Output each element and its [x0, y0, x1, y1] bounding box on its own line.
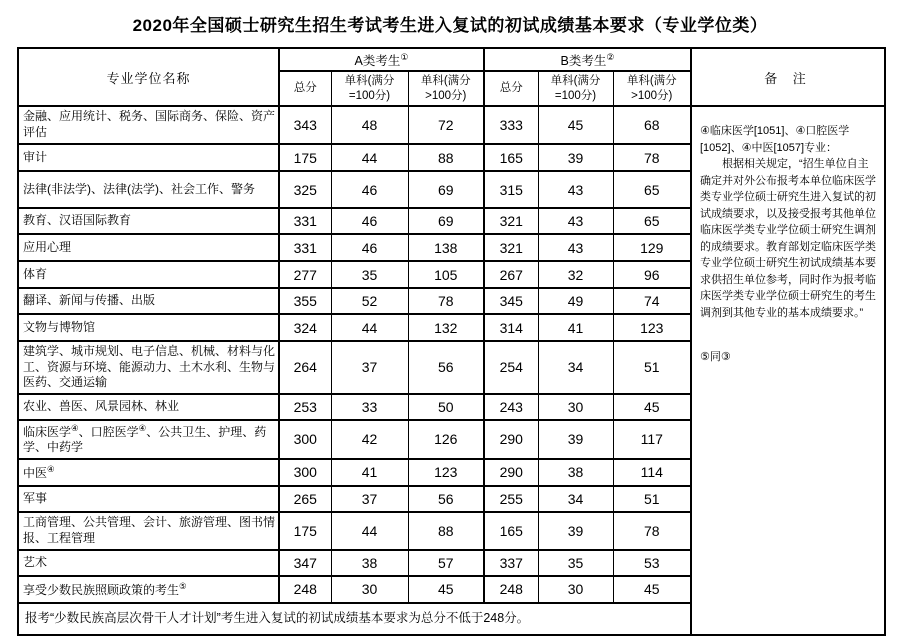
col-header-b-total: 总分 [484, 71, 538, 106]
cell-b-total: 165 [484, 512, 538, 550]
group-b-label: B类考生 [560, 53, 607, 68]
cell-b-single-eq100: 39 [538, 420, 613, 459]
col-header-b-single-eq100: 单科(满分=100分) [538, 71, 613, 106]
cell-b-total: 255 [484, 486, 538, 512]
remark-cell [691, 106, 885, 635]
cell-a-total: 325 [279, 171, 331, 208]
cell-a-total: 355 [279, 288, 331, 314]
cell-degree-name: 建筑学、城市规划、电子信息、机械、材料与化工、资源与环境、能源动力、土木水利、生物与医药、交通运输 [18, 341, 279, 394]
cell-degree-name: 军事 [18, 486, 279, 512]
cell-a-single-eq100: 52 [331, 288, 408, 314]
cell-a-total: 331 [279, 208, 331, 234]
cell-b-single-eq100: 43 [538, 234, 613, 261]
cell-b-single-eq100: 34 [538, 486, 613, 512]
cell-degree-name: 翻译、新闻与传播、出版 [18, 288, 279, 314]
cell-a-single-gt100: 138 [408, 234, 484, 261]
col-header-a-single-gt100: 单科(满分>100分) [408, 71, 484, 106]
cell-a-single-gt100: 45 [408, 576, 484, 603]
cell-b-single-gt100: 65 [613, 208, 691, 234]
cell-a-single-eq100: 46 [331, 208, 408, 234]
cell-a-single-eq100: 42 [331, 420, 408, 459]
page-title: 2020年全国硕士研究生招生考试考生进入复试的初试成绩基本要求（专业学位类） [132, 16, 768, 35]
cell-b-single-eq100: 45 [538, 106, 613, 144]
cell-degree-name: 临床医学④、口腔医学④、公共卫生、护理、药学、中药学 [18, 420, 279, 459]
group-a-footnote-mark: ① [400, 51, 409, 62]
cell-a-single-gt100: 105 [408, 261, 484, 288]
cell-degree-name: 农业、兽医、风景园林、林业 [18, 394, 279, 420]
group-a-label: A类考生 [354, 53, 401, 68]
cell-a-total: 331 [279, 234, 331, 261]
col-header-a-total: 总分 [279, 71, 331, 106]
cell-b-total: 254 [484, 341, 538, 394]
cell-a-single-gt100: 50 [408, 394, 484, 420]
cell-a-total: 343 [279, 106, 331, 144]
cell-b-total: 321 [484, 234, 538, 261]
footer-note: 报考“少数民族高层次骨干人才计划”考生进入复试的初试成绩基本要求为总分不低于248分。 [18, 603, 691, 635]
col-header-remark: 备 注 [691, 48, 885, 106]
cell-a-single-eq100: 37 [331, 341, 408, 394]
cell-a-single-eq100: 38 [331, 550, 408, 576]
cell-b-total: 315 [484, 171, 538, 208]
cell-a-single-eq100: 41 [331, 459, 408, 486]
cell-b-total: 290 [484, 459, 538, 486]
score-table [17, 47, 886, 636]
cell-b-single-gt100: 45 [613, 394, 691, 420]
cell-a-single-gt100: 56 [408, 486, 484, 512]
cell-a-total: 175 [279, 144, 331, 171]
cell-b-single-eq100: 30 [538, 394, 613, 420]
cell-a-single-eq100: 46 [331, 234, 408, 261]
remark-note-2: ⑤同③ [700, 351, 731, 363]
cell-a-total: 265 [279, 486, 331, 512]
group-b-footnote-mark: ② [606, 51, 615, 62]
cell-a-single-eq100: 44 [331, 144, 408, 171]
col-header-a-single-eq100: 单科(满分=100分) [331, 71, 408, 106]
cell-a-single-eq100: 30 [331, 576, 408, 603]
col-header-degree-name: 专业学位名称 [18, 48, 279, 106]
cell-b-total: 290 [484, 420, 538, 459]
col-header-group-b [484, 48, 691, 71]
cell-degree-name: 文物与博物馆 [18, 314, 279, 341]
cell-b-single-eq100: 49 [538, 288, 613, 314]
cell-a-single-gt100: 88 [408, 512, 484, 550]
cell-degree-name: 法律(非法学)、法律(法学)、社会工作、警务 [18, 171, 279, 208]
col-header-b-single-gt100: 单科(满分>100分) [613, 71, 691, 106]
cell-b-total: 165 [484, 144, 538, 171]
cell-degree-name: 艺术 [18, 550, 279, 576]
cell-a-total: 264 [279, 341, 331, 394]
cell-a-total: 253 [279, 394, 331, 420]
cell-a-single-eq100: 44 [331, 512, 408, 550]
cell-b-single-gt100: 74 [613, 288, 691, 314]
cell-b-total: 321 [484, 208, 538, 234]
cell-degree-name: 中医④ [18, 459, 279, 486]
cell-b-single-gt100: 51 [613, 341, 691, 394]
col-header-group-a [279, 48, 484, 71]
cell-degree-name: 金融、应用统计、税务、国际商务、保险、资产评估 [18, 106, 279, 144]
cell-b-single-eq100: 43 [538, 208, 613, 234]
cell-b-total: 248 [484, 576, 538, 603]
cell-degree-name: 教育、汉语国际教育 [18, 208, 279, 234]
cell-b-single-eq100: 39 [538, 512, 613, 550]
cell-b-total: 267 [484, 261, 538, 288]
cell-b-single-eq100: 35 [538, 550, 613, 576]
cell-b-single-gt100: 123 [613, 314, 691, 341]
cell-degree-name: 工商管理、公共管理、会计、旅游管理、图书情报、工程管理 [18, 512, 279, 550]
cell-b-total: 337 [484, 550, 538, 576]
cell-a-total: 347 [279, 550, 331, 576]
cell-a-single-gt100: 132 [408, 314, 484, 341]
cell-b-single-eq100: 43 [538, 171, 613, 208]
cell-a-single-eq100: 37 [331, 486, 408, 512]
cell-b-single-eq100: 32 [538, 261, 613, 288]
cell-b-single-gt100: 45 [613, 576, 691, 603]
cell-a-total: 324 [279, 314, 331, 341]
cell-a-single-eq100: 48 [331, 106, 408, 144]
cell-a-single-gt100: 57 [408, 550, 484, 576]
cell-b-single-eq100: 41 [538, 314, 613, 341]
cell-a-single-eq100: 33 [331, 394, 408, 420]
cell-a-total: 300 [279, 420, 331, 459]
cell-a-single-gt100: 126 [408, 420, 484, 459]
cell-b-single-eq100: 30 [538, 576, 613, 603]
cell-b-single-gt100: 68 [613, 106, 691, 144]
cell-a-single-gt100: 123 [408, 459, 484, 486]
remark-body: 根据相关规定，“招生单位自主确定并对外公布报考本单位临床医学类专业学位硕士研究生进入复试的初试成绩要求，以及接受报考其他单位临床医学类专业学位硕士研究生调剂的成绩要求。教育部划定临床医学类专业学位硕士研究生初试成绩基本要求供招生单位参考，同时作为报考临床医学类专业学位硕士研究生的考生调剂到其他专业的基本成绩要求。” [700, 158, 876, 319]
cell-b-total: 243 [484, 394, 538, 420]
remark-heading: ④临床医学[1051]、④口腔医学[1052]、④中医[1057]专业： [700, 125, 850, 154]
cell-degree-name: 体育 [18, 261, 279, 288]
cell-a-single-gt100: 88 [408, 144, 484, 171]
cell-a-single-eq100: 44 [331, 314, 408, 341]
cell-b-single-gt100: 53 [613, 550, 691, 576]
cell-b-single-eq100: 39 [538, 144, 613, 171]
cell-degree-name: 应用心理 [18, 234, 279, 261]
cell-degree-name: 审计 [18, 144, 279, 171]
cell-b-single-gt100: 65 [613, 171, 691, 208]
cell-a-single-gt100: 78 [408, 288, 484, 314]
cell-b-single-gt100: 117 [613, 420, 691, 459]
cell-b-total: 345 [484, 288, 538, 314]
cell-b-single-gt100: 114 [613, 459, 691, 486]
table-row [18, 106, 885, 144]
cell-a-single-gt100: 72 [408, 106, 484, 144]
cell-a-single-gt100: 69 [408, 208, 484, 234]
cell-a-total: 175 [279, 512, 331, 550]
cell-a-total: 248 [279, 576, 331, 603]
cell-b-single-gt100: 129 [613, 234, 691, 261]
cell-b-single-gt100: 78 [613, 144, 691, 171]
cell-a-single-gt100: 56 [408, 341, 484, 394]
cell-b-total: 333 [484, 106, 538, 144]
cell-a-total: 277 [279, 261, 331, 288]
cell-degree-name: 享受少数民族照顾政策的考生⑤ [18, 576, 279, 603]
cell-b-single-gt100: 51 [613, 486, 691, 512]
cell-a-single-gt100: 69 [408, 171, 484, 208]
cell-a-total: 300 [279, 459, 331, 486]
cell-a-single-eq100: 35 [331, 261, 408, 288]
cell-b-single-gt100: 96 [613, 261, 691, 288]
cell-a-single-eq100: 46 [331, 171, 408, 208]
cell-b-single-eq100: 38 [538, 459, 613, 486]
cell-b-single-gt100: 78 [613, 512, 691, 550]
cell-b-total: 314 [484, 314, 538, 341]
cell-b-single-eq100: 34 [538, 341, 613, 394]
